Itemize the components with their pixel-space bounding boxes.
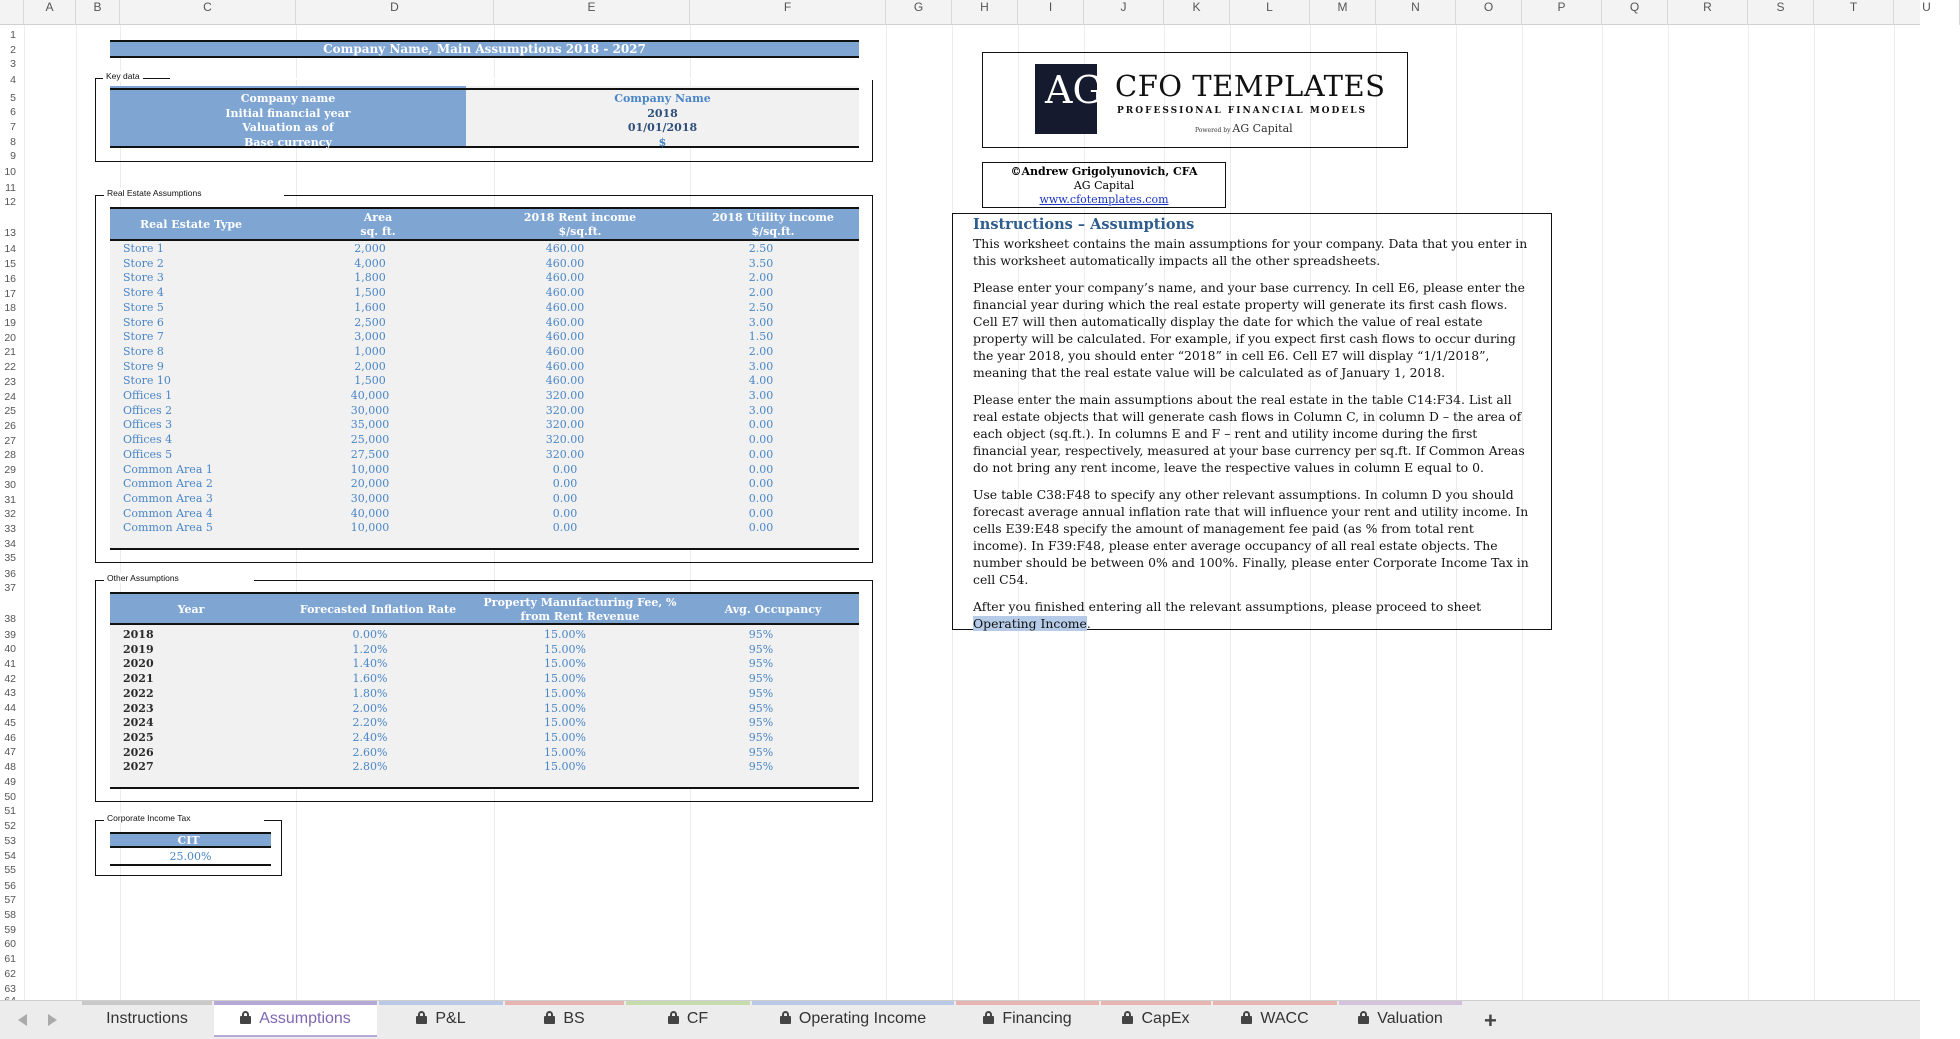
- instructions-p4: Use table C38:F48 to specify any other relevant assumptions. In column D you should forecast average annual inflation rate that will influence your rent and utility income. In cells E39:E48 specify the amount of management fee paid (as % from total rent income). In F39:F48, please enter average occupancy of all real estate objects. The number should be between 0% and 100%. Finally, please enter Corporate Income Tax in cell C54.: [973, 487, 1529, 587]
- row-header[interactable]: 21: [4, 346, 16, 358]
- column-header[interactable]: N: [1376, 0, 1456, 25]
- real-estate-label: Real Estate Assumptions: [104, 188, 284, 198]
- real-estate-name[interactable]: Common Area 4: [123, 506, 213, 520]
- sheet-tab[interactable]: Instructions: [82, 1001, 212, 1037]
- column-header[interactable]: M: [1310, 0, 1376, 25]
- real-estate-area[interactable]: 1,000: [354, 344, 386, 358]
- real-estate-utility[interactable]: 2.50: [748, 300, 774, 314]
- real-estate-utility[interactable]: 3.50: [748, 256, 774, 270]
- column-header[interactable]: E: [494, 0, 690, 25]
- header-area-unit: sq. ft.: [360, 225, 396, 238]
- credit-box: [982, 162, 1226, 208]
- real-estate-rent[interactable]: 0.00: [552, 491, 578, 505]
- real-estate-utility[interactable]: 0.00: [748, 521, 774, 535]
- cit-header: [110, 832, 271, 848]
- row-header[interactable]: 55: [4, 864, 16, 876]
- logo-title: CFO TEMPLATES: [1115, 69, 1386, 103]
- real-estate-rent[interactable]: 0.00: [552, 462, 578, 476]
- header-utility: 2018 Utility income: [712, 211, 834, 224]
- real-estate-utility[interactable]: 0.00: [748, 447, 774, 461]
- header-year: Year: [177, 603, 205, 616]
- row-header[interactable]: 51: [4, 805, 16, 817]
- row-header[interactable]: 7: [10, 121, 16, 133]
- real-estate-utility[interactable]: 2.00: [748, 271, 774, 285]
- logo-powered-by: Powered by AG Capital: [1195, 122, 1293, 135]
- header-inflation: Forecasted Inflation Rate: [299, 603, 457, 616]
- row-header[interactable]: 10: [4, 166, 16, 178]
- row-header[interactable]: 9: [10, 150, 16, 162]
- real-estate-utility[interactable]: 0.00: [748, 506, 774, 520]
- sheet-tab[interactable]: Assumptions: [214, 1001, 377, 1037]
- header-rent: 2018 Rent income: [523, 211, 637, 224]
- row-header[interactable]: 41: [4, 658, 16, 670]
- other-fee[interactable]: 15.00%: [544, 701, 586, 715]
- key-data-row-label: Company name: [240, 92, 336, 105]
- real-estate-rent[interactable]: 460.00: [545, 242, 585, 255]
- real-estate-utility[interactable]: 2.00: [748, 344, 774, 358]
- row-header[interactable]: 39: [4, 629, 16, 641]
- other-occupancy[interactable]: 95%: [748, 701, 774, 715]
- row-header[interactable]: 53: [4, 835, 16, 847]
- lock-icon: [544, 1011, 555, 1024]
- real-estate-area[interactable]: 2,500: [354, 315, 386, 329]
- key-data-row-label: Base currency: [244, 135, 332, 149]
- lock-icon: [1358, 1011, 1369, 1024]
- row-header[interactable]: 22: [4, 361, 16, 373]
- real-estate-name[interactable]: Common Area 2: [123, 477, 213, 491]
- real-estate-name[interactable]: Store 9: [123, 359, 164, 373]
- other-inflation[interactable]: 1.60%: [352, 672, 388, 686]
- row-header[interactable]: 60: [4, 938, 16, 950]
- other-inflation[interactable]: 2.40%: [352, 730, 388, 744]
- real-estate-name[interactable]: Offices 4: [123, 433, 173, 447]
- real-estate-area[interactable]: 25,000: [350, 433, 390, 447]
- column-header[interactable]: F: [690, 0, 886, 25]
- key-data-row-value[interactable]: $: [658, 135, 667, 149]
- other-inflation[interactable]: 2.80%: [352, 760, 388, 774]
- real-estate-area[interactable]: 2,000: [354, 242, 386, 255]
- credit-company: AG Capital: [1073, 179, 1135, 192]
- scroll-right-icon[interactable]: [48, 1014, 57, 1026]
- row-header[interactable]: 33: [4, 523, 16, 535]
- row-header[interactable]: 56: [4, 880, 16, 892]
- other-year: 2019: [123, 642, 154, 656]
- column-header[interactable]: A: [24, 0, 76, 25]
- row-header[interactable]: 17: [4, 288, 16, 300]
- row-header[interactable]: 2: [10, 44, 16, 56]
- other-occupancy[interactable]: 95%: [748, 686, 774, 700]
- row-header[interactable]: 32: [4, 508, 16, 520]
- column-header[interactable]: U: [1894, 0, 1960, 25]
- column-header[interactable]: S: [1748, 0, 1814, 25]
- cit-group: [95, 820, 282, 876]
- row-header[interactable]: 14: [4, 243, 16, 255]
- real-estate-area[interactable]: 1,800: [354, 271, 386, 285]
- real-estate-rent[interactable]: 320.00: [545, 418, 585, 432]
- column-header[interactable]: K: [1164, 0, 1230, 25]
- cit-value[interactable]: 25.00%: [169, 850, 212, 863]
- key-data-row-value[interactable]: 2018: [647, 106, 678, 120]
- real-estate-area[interactable]: 2,000: [354, 359, 386, 373]
- other-inflation[interactable]: 2.20%: [352, 716, 388, 730]
- real-estate-rent[interactable]: 0.00: [552, 477, 578, 491]
- row-header[interactable]: 50: [4, 791, 16, 803]
- real-estate-area[interactable]: 10,000: [350, 462, 390, 476]
- column-header[interactable]: D: [296, 0, 494, 25]
- row-header[interactable]: 58: [4, 909, 16, 921]
- real-estate-rent[interactable]: 320.00: [545, 447, 585, 461]
- real-estate-name[interactable]: Store 1: [123, 242, 164, 255]
- real-estate-name[interactable]: Common Area 3: [123, 491, 213, 505]
- instructions-p3: Please enter the main assumptions about the real estate in the table C14:F34. List all real estate objects that will generate cash flows in Column C, in column D – the area of each object (sq.ft.). In columns E and F – rent and utility income during the first financial year, respectively, measured at your base currency per sq.ft. If Common Areas do not bring any rent income, leave the respective values in column E equal to 0.: [973, 392, 1525, 475]
- real-estate-name[interactable]: Common Area 1: [123, 462, 213, 476]
- ag-monogram-icon: AG: [1035, 64, 1097, 134]
- lock-icon: [240, 1011, 251, 1024]
- row-header[interactable]: 30: [4, 479, 16, 491]
- instructions-p5: After you finished entering all the relevant assumptions, please proceed to sheet Operating Income.: [973, 599, 1482, 631]
- column-header[interactable]: C: [120, 0, 296, 25]
- row-header[interactable]: 61: [4, 953, 16, 965]
- real-estate-name[interactable]: Offices 3: [123, 418, 173, 432]
- instructions-box: [952, 213, 1552, 630]
- row-header[interactable]: 31: [4, 494, 16, 506]
- other-occupancy[interactable]: 95%: [748, 730, 774, 744]
- other-year: 2024: [123, 716, 154, 730]
- other-fee[interactable]: 15.00%: [544, 716, 586, 730]
- other-fee[interactable]: 15.00%: [544, 760, 586, 774]
- real-estate-utility[interactable]: 0.00: [748, 477, 774, 491]
- other-fee[interactable]: 15.00%: [544, 628, 586, 641]
- header-occupancy: Avg. Occupancy: [724, 603, 822, 616]
- real-estate-area[interactable]: 40,000: [350, 506, 390, 520]
- row-header[interactable]: 45: [4, 717, 16, 729]
- row-header[interactable]: 23: [4, 376, 16, 388]
- real-estate-utility[interactable]: 3.00: [748, 403, 774, 417]
- other-inflation[interactable]: 2.60%: [352, 745, 388, 759]
- row-header[interactable]: 25: [4, 405, 16, 417]
- real-estate-name[interactable]: Offices 5: [123, 447, 173, 461]
- real-estate-utility[interactable]: 0.00: [748, 433, 774, 447]
- sheet-tab[interactable]: CapEx: [1101, 1001, 1211, 1037]
- real-estate-rent[interactable]: 460.00: [545, 344, 585, 358]
- scroll-left-icon[interactable]: [18, 1014, 27, 1026]
- other-fee[interactable]: 15.00%: [544, 686, 586, 700]
- other-occupancy[interactable]: 95%: [748, 760, 774, 774]
- other-fee[interactable]: 15.00%: [544, 730, 586, 744]
- column-header[interactable]: J: [1084, 0, 1164, 25]
- lock-icon: [1241, 1011, 1252, 1024]
- column-header[interactable]: H: [952, 0, 1018, 25]
- sheet-tab[interactable]: Financing: [956, 1001, 1099, 1037]
- row-header[interactable]: 11: [5, 182, 16, 194]
- row-header[interactable]: 37: [4, 582, 16, 594]
- row-header[interactable]: 47: [4, 746, 16, 758]
- instructions-p2: Please enter your company’s name, and your base currency. In cell E6, please enter the financial year during which the real estate property will generate its first cash flows. Cell E7 will then automatically display the date for which the value of real estate property will be calculated. For example, if you expect first cash flows to occur during the year 2018, you should enter “2018” in cell E6. Cell E7 will display “1/1/2018”, meaning that the real estate value will be calculated as of January 1, 2018.: [973, 280, 1525, 380]
- header-rent-unit: $/sq.ft.: [558, 225, 602, 238]
- logo-subtitle: PROFESSIONAL FINANCIAL MODELS: [1117, 106, 1368, 116]
- row-header[interactable]: 26: [4, 420, 16, 432]
- row-header[interactable]: 59: [4, 924, 16, 936]
- key-data-row-label: Initial financial year: [225, 106, 351, 120]
- lock-icon: [416, 1011, 427, 1024]
- row-header[interactable]: 36: [4, 568, 16, 580]
- row-header[interactable]: 12: [4, 196, 16, 208]
- other-occupancy[interactable]: 95%: [748, 745, 774, 759]
- lock-icon: [983, 1011, 994, 1024]
- real-estate-name[interactable]: Store 2: [123, 256, 164, 270]
- other-year: 2020: [123, 657, 154, 671]
- header-real-estate-type: Real Estate Type: [139, 218, 243, 231]
- column-header[interactable]: Q: [1602, 0, 1668, 25]
- row-header[interactable]: 6: [10, 106, 16, 118]
- row-header[interactable]: 40: [4, 643, 16, 655]
- row-header[interactable]: 54: [4, 850, 16, 862]
- sheet-tab[interactable]: P&L: [379, 1001, 503, 1037]
- real-estate-rent[interactable]: 460.00: [545, 256, 585, 270]
- key-data-label: Key data: [103, 71, 143, 81]
- row-header[interactable]: 1: [10, 29, 16, 41]
- row-header[interactable]: 4: [10, 74, 16, 86]
- header-fee-2: from Rent Revenue: [520, 610, 640, 623]
- real-estate-area[interactable]: 3,000: [354, 330, 386, 344]
- other-fee[interactable]: 15.00%: [544, 745, 586, 759]
- real-estate-rent[interactable]: 460.00: [545, 271, 585, 285]
- row-header[interactable]: 5: [10, 92, 16, 104]
- real-estate-rent[interactable]: 460.00: [545, 330, 585, 344]
- other-year: 2027: [123, 760, 154, 774]
- other-year: 2025: [123, 730, 154, 744]
- real-estate-name[interactable]: Store 7: [123, 330, 164, 344]
- other-year: 2018: [123, 628, 154, 641]
- real-estate-utility[interactable]: 1.50: [748, 330, 774, 344]
- sheet-tab[interactable]: Operating Income: [752, 1001, 954, 1037]
- row-header[interactable]: 46: [4, 732, 16, 744]
- real-estate-rent[interactable]: 320.00: [545, 403, 585, 417]
- lock-icon: [780, 1011, 791, 1024]
- sheet-tab[interactable]: CF: [626, 1001, 750, 1037]
- real-estate-rent[interactable]: 460.00: [545, 286, 585, 300]
- other-occupancy[interactable]: 95%: [748, 716, 774, 730]
- operating-income-link[interactable]: Operating Income: [973, 616, 1087, 631]
- real-estate-area[interactable]: 1,500: [354, 286, 386, 300]
- column-header[interactable]: B: [76, 0, 120, 25]
- column-header[interactable]: I: [1018, 0, 1084, 25]
- row-header[interactable]: 43: [4, 687, 16, 699]
- other-fee[interactable]: 15.00%: [544, 642, 586, 656]
- real-estate-rent[interactable]: 460.00: [545, 315, 585, 329]
- real-estate-name[interactable]: Store 4: [123, 286, 164, 300]
- other-fee[interactable]: 15.00%: [544, 672, 586, 686]
- row-header[interactable]: 20: [4, 332, 16, 344]
- lock-icon: [1122, 1011, 1133, 1024]
- real-estate-area[interactable]: 27,500: [350, 447, 390, 461]
- real-estate-rent[interactable]: 0.00: [552, 506, 578, 520]
- row-header[interactable]: 16: [4, 273, 16, 285]
- row-header[interactable]: 62: [4, 968, 16, 980]
- credit-author: ©Andrew Grigolyunovich, CFA: [1010, 165, 1198, 178]
- real-estate-utility[interactable]: 3.00: [748, 315, 774, 329]
- column-header-bar: [0, 0, 1931, 25]
- real-estate-area[interactable]: 35,000: [350, 418, 390, 432]
- real-estate-name[interactable]: Store 8: [123, 344, 164, 358]
- real-estate-rent[interactable]: 460.00: [545, 300, 585, 314]
- row-header[interactable]: 35: [4, 552, 16, 564]
- real-estate-rent[interactable]: 320.00: [545, 389, 585, 402]
- cit-header-text: CIT: [177, 834, 200, 847]
- real-estate-area[interactable]: 30,000: [350, 491, 390, 505]
- real-estate-utility[interactable]: 3.00: [748, 359, 774, 373]
- other-inflation[interactable]: 0.00%: [352, 628, 388, 641]
- row-header[interactable]: 42: [4, 673, 16, 685]
- sheet-tab-bar: [0, 1000, 1920, 1039]
- lock-icon: [668, 1011, 679, 1024]
- real-estate-utility[interactable]: 0.00: [748, 462, 774, 476]
- key-data-row-value[interactable]: 01/01/2018: [627, 121, 698, 134]
- real-estate-utility[interactable]: 0.00: [748, 491, 774, 505]
- instructions-p1: This worksheet contains the main assumptions for your company. Data that you enter in this worksheet automatically impacts all the other spreadsheets.: [973, 236, 1528, 268]
- real-estate-rent[interactable]: 460.00: [545, 374, 585, 388]
- row-header[interactable]: 44: [4, 702, 16, 714]
- sheet-title[interactable]: Company Name, Main Assumptions 2018 - 2027: [110, 40, 859, 58]
- row-header[interactable]: 8: [10, 136, 16, 148]
- real-estate-area[interactable]: 4,000: [354, 256, 386, 270]
- row-header[interactable]: 34: [4, 538, 16, 550]
- cit-label: Corporate Income Tax: [104, 813, 264, 823]
- other-inflation[interactable]: 1.40%: [352, 657, 388, 671]
- real-estate-utility[interactable]: 2.00: [748, 286, 774, 300]
- sheet-tab[interactable]: Valuation: [1339, 1001, 1462, 1037]
- instructions-title: Instructions – Assumptions: [973, 216, 1195, 233]
- real-estate-rent[interactable]: 320.00: [545, 433, 585, 447]
- header-utility-unit: $/sq.ft.: [751, 225, 795, 238]
- other-year: 2023: [123, 701, 154, 715]
- row-header[interactable]: 3: [10, 58, 16, 70]
- credit-link[interactable]: www.cfotemplates.com: [1039, 193, 1169, 206]
- row-header[interactable]: 13: [4, 227, 16, 239]
- real-estate-area[interactable]: 20,000: [350, 477, 390, 491]
- row-header[interactable]: 15: [4, 258, 16, 270]
- key-data-row-value[interactable]: Company Name: [614, 92, 711, 105]
- row-header[interactable]: 24: [4, 391, 16, 403]
- real-estate-area[interactable]: 1,500: [354, 374, 386, 388]
- column-header[interactable]: G: [886, 0, 952, 25]
- real-estate-utility[interactable]: 3.00: [748, 389, 774, 402]
- real-estate-name[interactable]: Store 3: [123, 271, 164, 285]
- row-header[interactable]: 48: [4, 761, 16, 773]
- other-occupancy[interactable]: 95%: [748, 657, 774, 671]
- header-area: Area: [363, 211, 393, 224]
- real-estate-name[interactable]: Store 10: [123, 374, 171, 388]
- other-year: 2021: [123, 672, 154, 686]
- column-header[interactable]: P: [1522, 0, 1602, 25]
- row-header[interactable]: 38: [4, 613, 16, 625]
- real-estate-utility[interactable]: 4.00: [748, 374, 774, 388]
- real-estate-name[interactable]: Offices 2: [123, 403, 173, 417]
- real-estate-name[interactable]: Common Area 5: [123, 521, 213, 535]
- column-header[interactable]: T: [1814, 0, 1894, 25]
- real-estate-area[interactable]: 10,000: [350, 521, 390, 535]
- other-assumptions-label: Other Assumptions: [104, 573, 254, 583]
- key-data-row-label: Valuation as of: [242, 121, 334, 134]
- other-occupancy[interactable]: 95%: [748, 672, 774, 686]
- column-header[interactable]: R: [1668, 0, 1748, 25]
- real-estate-utility[interactable]: 0.00: [748, 418, 774, 432]
- real-estate-utility[interactable]: 2.50: [748, 242, 774, 255]
- other-fee[interactable]: 15.00%: [544, 657, 586, 671]
- real-estate-name[interactable]: Store 5: [123, 300, 164, 314]
- cfo-templates-logo: [982, 52, 1408, 148]
- real-estate-header: [110, 207, 859, 241]
- real-estate-name[interactable]: Offices 1: [123, 389, 173, 402]
- row-header[interactable]: 28: [4, 449, 16, 461]
- other-occupancy[interactable]: 95%: [748, 628, 774, 641]
- other-year: 2026: [123, 745, 154, 759]
- sheet-tab[interactable]: WACC: [1213, 1001, 1337, 1037]
- row-header[interactable]: 27: [4, 435, 16, 447]
- other-inflation[interactable]: 1.20%: [352, 642, 388, 656]
- row-header[interactable]: 19: [4, 317, 16, 329]
- other-year: 2022: [123, 686, 154, 700]
- add-sheet-button[interactable]: +: [1484, 1008, 1497, 1033]
- column-header[interactable]: O: [1456, 0, 1522, 25]
- real-estate-rent[interactable]: 0.00: [552, 521, 578, 535]
- other-assumptions-header: [110, 592, 859, 625]
- row-header[interactable]: 29: [4, 464, 16, 476]
- real-estate-area[interactable]: 1,600: [354, 300, 386, 314]
- row-header[interactable]: 63: [4, 983, 16, 995]
- row-header[interactable]: 57: [4, 894, 16, 906]
- real-estate-name[interactable]: Store 6: [123, 315, 164, 329]
- real-estate-area[interactable]: 40,000: [350, 389, 390, 402]
- other-occupancy[interactable]: 95%: [748, 642, 774, 656]
- row-header[interactable]: 18: [4, 302, 16, 314]
- row-header[interactable]: 52: [4, 820, 16, 832]
- real-estate-area[interactable]: 30,000: [350, 403, 390, 417]
- other-inflation[interactable]: 2.00%: [352, 701, 388, 715]
- header-fee: Property Manufacturing Fee, %: [483, 596, 677, 609]
- column-header[interactable]: L: [1230, 0, 1310, 25]
- other-inflation[interactable]: 1.80%: [352, 686, 388, 700]
- row-header[interactable]: 49: [4, 776, 16, 788]
- sheet-tab[interactable]: BS: [505, 1001, 624, 1037]
- real-estate-rent[interactable]: 460.00: [545, 359, 585, 373]
